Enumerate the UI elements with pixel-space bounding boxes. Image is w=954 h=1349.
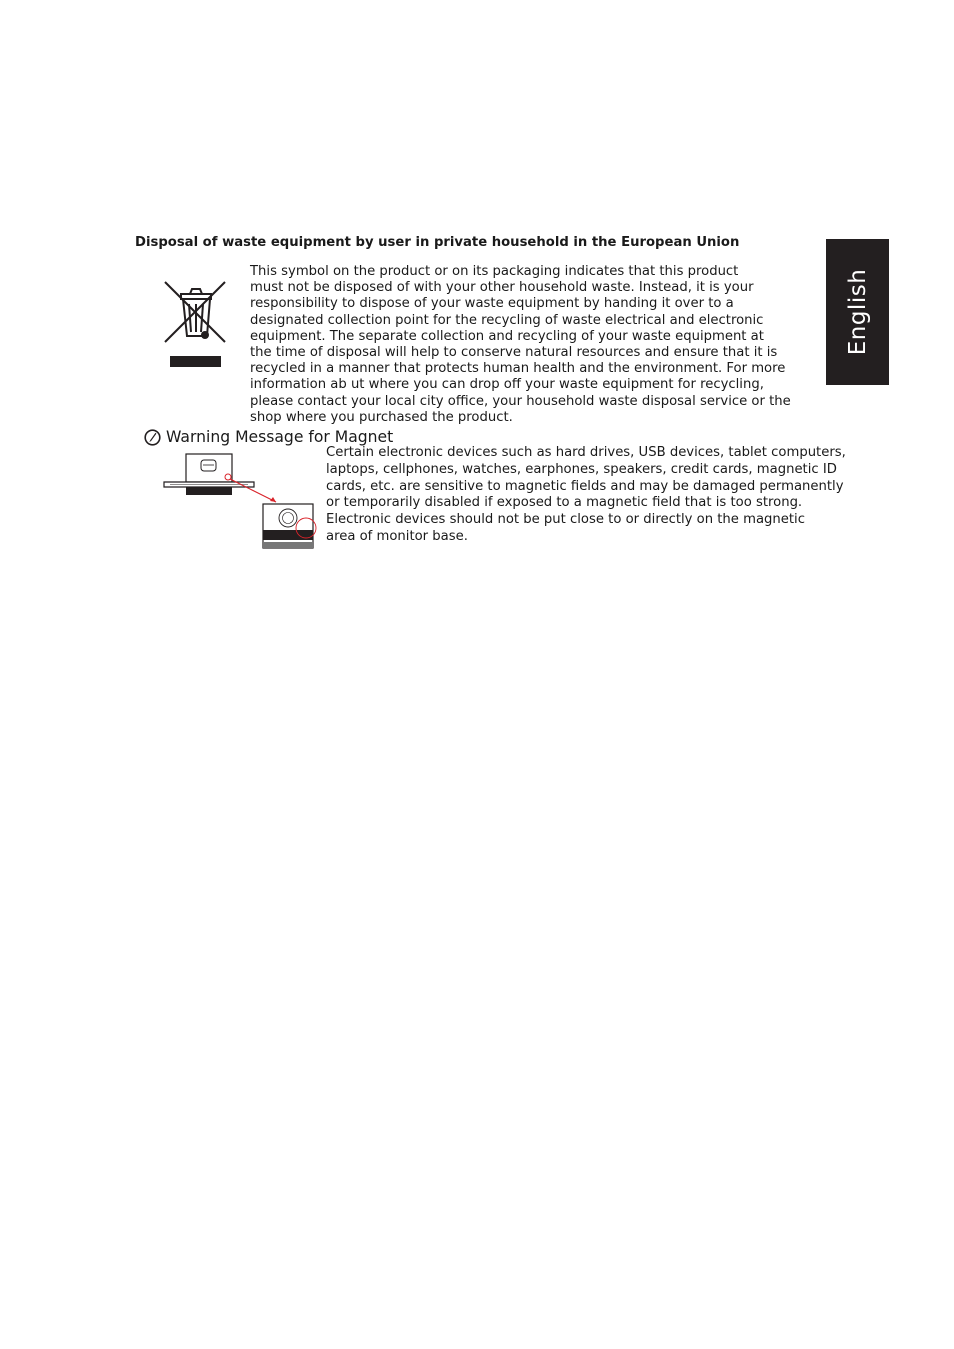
disposal-line: designated collection point for the recycling of waste electrical and electronic [250,312,764,328]
disposal-line: the time of disposal will help to conserve natural resources and ensure that it is [250,345,778,361]
disposal-line: responsibility to dispose of your waste equipment by handing it over to a [250,296,734,312]
disposal-line: information ab ut where you can drop off your waste equipment for recycling, [250,377,764,393]
crossed-out-wheelie-bin-icon [163,280,229,370]
language-tab-label: English [844,268,871,356]
monitor-base-magnet-icon [162,451,318,549]
magnet-line: Certain electronic devices such as hard drives, USB devices, tablet computers, [326,445,846,460]
disposal-line: must not be disposed of with your other household waste. Instead, it is your [250,280,754,296]
language-tab [826,239,889,385]
magnet-line: area of monitor base. [326,528,468,544]
magnet-line: laptops, cellphones, watches, earphones, speakers, credit cards, magnetic ID [326,461,837,477]
magnet-warning-title: Warning Message for Magnet [166,428,394,446]
disposal-line: please contact your local city office, your household waste disposal service or the [250,393,791,409]
disposal-line: recycled in a manner that protects human health and the environment. For more [250,361,786,377]
disposal-line: This symbol on the product or on its packaging indicates that this product [250,264,739,279]
magnet-line: Electronic devices should not be put close to or directly on the magnetic [326,512,805,528]
disposal-line: equipment. The separate collection and recycling of your waste equipment at [250,328,764,344]
disposal-line: shop where you purchased the product. [250,409,513,425]
disposal-body [250,264,791,426]
magnet-warning-heading [144,428,393,446]
magnet-line: cards, etc. are sensitive to magnetic fields and may be damaged permanently [326,478,844,494]
disposal-heading: Disposal of waste equipment by user in private household in the European Union [135,235,740,250]
warning-note-icon [144,429,161,446]
magnet-warning-body [326,445,846,546]
magnet-line: or temporarily disabled if exposed to a magnetic field that is too strong. [326,495,803,511]
